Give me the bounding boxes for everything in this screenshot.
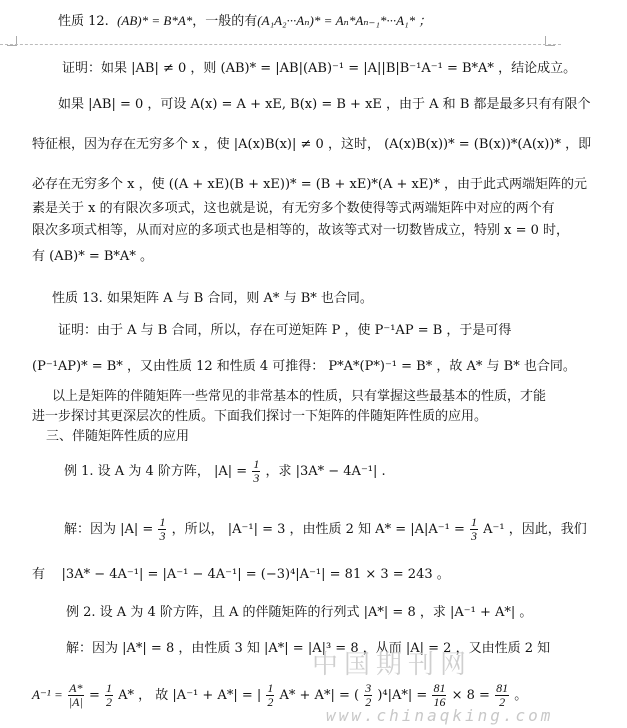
- ex1-sol-a: 解：因为 |A| =: [64, 522, 154, 537]
- proof13-line-1: 证明：由于 A 与 B 合同，所以，存在可逆矩阵 P ，使 P⁻¹AP = B ，于是可得: [58, 323, 512, 338]
- ex1-sol-fraction-2: $\frac{1}{3}$: [471, 515, 477, 543]
- ex1-q-suffix: ，求 |3A* − 4A⁻¹| .: [265, 464, 386, 479]
- prop12-formula: (AB)* = B*A*: [117, 13, 193, 28]
- watermark-logo-text: 中国期刊网: [312, 650, 473, 680]
- ex2-solution-2: [32, 682, 593, 709]
- proof12-line-3: 特征根，因为存在无穷多个 x ，使 |A(x)B(x)| ≠ 0 ，这时， (A(x)B(x))* = (B(x))*(A(x))* ，即: [32, 137, 592, 152]
- section-heading: 三、伴随矩阵性质的应用: [46, 429, 190, 444]
- ex1-solution-2: [32, 566, 593, 584]
- ex1-question: [64, 458, 625, 485]
- ex2-sol2-g: 。: [514, 688, 528, 703]
- ex1-sol2: |3A* − 4A⁻¹| = |A⁻¹ − 4A⁻¹| = (−3)⁴|A⁻¹| = 81 × 3 = 243 。: [61, 567, 450, 582]
- ex2-fraction-3: $\frac{1}{2}$: [267, 681, 274, 709]
- ex1-fraction: $\frac{1}{3}$: [253, 457, 260, 485]
- prop12-general-prefix: ，一般的有: [192, 14, 258, 29]
- ex2-sol2-b: =: [88, 688, 100, 703]
- ex1-sol-b: ，所以， |A⁻¹| = 3 ，由性质 2 知 A* = |A|A⁻¹ =: [171, 522, 465, 537]
- ex2-fraction-5: $\frac{81}{16}$: [433, 681, 446, 709]
- ex2-sol2-a: A⁻¹ =: [32, 687, 63, 702]
- prop13-line: 性质 13. 如果矩阵 A 与 B 合同，则 A* 与 B* 也合同。: [52, 291, 373, 306]
- prop12-general-formula: (A₁A₂···Aₙ)* = Aₙ*Aₙ₋₁*···A₁* ；: [257, 13, 432, 28]
- ex2-fraction-2: $\frac{1}{2}$: [106, 681, 112, 709]
- ex1-q-prefix: 例 1. 设 A 为 4 阶方阵， |A| =: [64, 464, 248, 479]
- prop12-line: [58, 12, 619, 31]
- proof12-line-7: 有 (AB)* = B*A* 。: [32, 249, 153, 264]
- prop12-label: 性质 12.: [58, 14, 109, 29]
- ex2-question: 例 2. 设 A 为 4 阶方阵，且 A 的伴随矩阵的行列式 |A*| = 8 ，求 |A⁻¹ + A*| 。: [66, 605, 533, 620]
- summary-line-2: 进一步探讨其更深层次的性质。下面我们探讨一下矩阵的伴随矩阵性质的应用。: [32, 409, 488, 424]
- ex2-sol2-e: )⁴|A*| =: [377, 688, 428, 703]
- proof12-line-6: 限次多项式相等，从而对应的多项式也是相等的，故该等式对一切数皆成立，特别 x = 0 时，: [32, 223, 570, 238]
- ex1-sol-c: A⁻¹ ，因此，我们: [483, 522, 587, 537]
- ex2-fraction-4: $\frac{3}{2}$: [365, 681, 372, 709]
- ex1-sol2-prefix: 有: [32, 567, 46, 582]
- proof12-line-5: 素是关于 x 的有限次多项式，这也就是说，有无穷多个数使得等式两端矩阵中对应的两个有: [32, 201, 555, 216]
- proof13-line-2: (P⁻¹AP)* = B* ，又由性质 12 和性质 4 可推得： P*A*(P*)⁻¹ = B* ，故 A* 与 B* 也合同。: [32, 359, 576, 374]
- ex2-sol2-d: A* + A*| = (: [279, 688, 360, 703]
- ex1-sol-fraction-1: $\frac{1}{3}$: [159, 515, 166, 543]
- watermark-url: www.chinaqking.com: [326, 706, 554, 725]
- proof12-line-4: 必存在无穷多个 x ，使 ((A + xE)(B + xE))* = (B + xE)*(A + xE)* ，由于此式两端矩阵的元: [32, 177, 588, 192]
- proof12-line-2: 如果 |AB| = 0 ，可设 A(x) = A + xE, B(x) = B + xE ，由于 A 和 B 都是最多只有有限个: [58, 97, 591, 112]
- ex2-solution-1: 解：因为 |A*| = 8 ，由性质 3 知 |A*| = |A|³ = 8 ，从而 |A| = 2 ，又由性质 2 知: [66, 641, 551, 656]
- ex2-fraction-1: $\frac{A*}{|A|}$: [68, 681, 83, 709]
- ex2-sol2-f: × 8 =: [451, 688, 490, 703]
- summary-line-1: 以上是矩阵的伴随矩阵一些常见的非常基本的性质，只有掌握这些最基本的性质，才能: [52, 389, 547, 404]
- page-break-line: [0, 44, 561, 45]
- ex2-sol2-c: A* ， 故 |A⁻¹ + A*| = |: [118, 688, 262, 703]
- ex2-fraction-6: $\frac{81}{2}$: [496, 681, 509, 709]
- ex1-solution-1: [64, 516, 625, 543]
- proof12-line-1: 证明：如果 |AB| ≠ 0 ，则 (AB)* = |AB|(AB)⁻¹ = |A||B|B⁻¹A⁻¹ = B*A* ，结论成立。: [62, 61, 577, 76]
